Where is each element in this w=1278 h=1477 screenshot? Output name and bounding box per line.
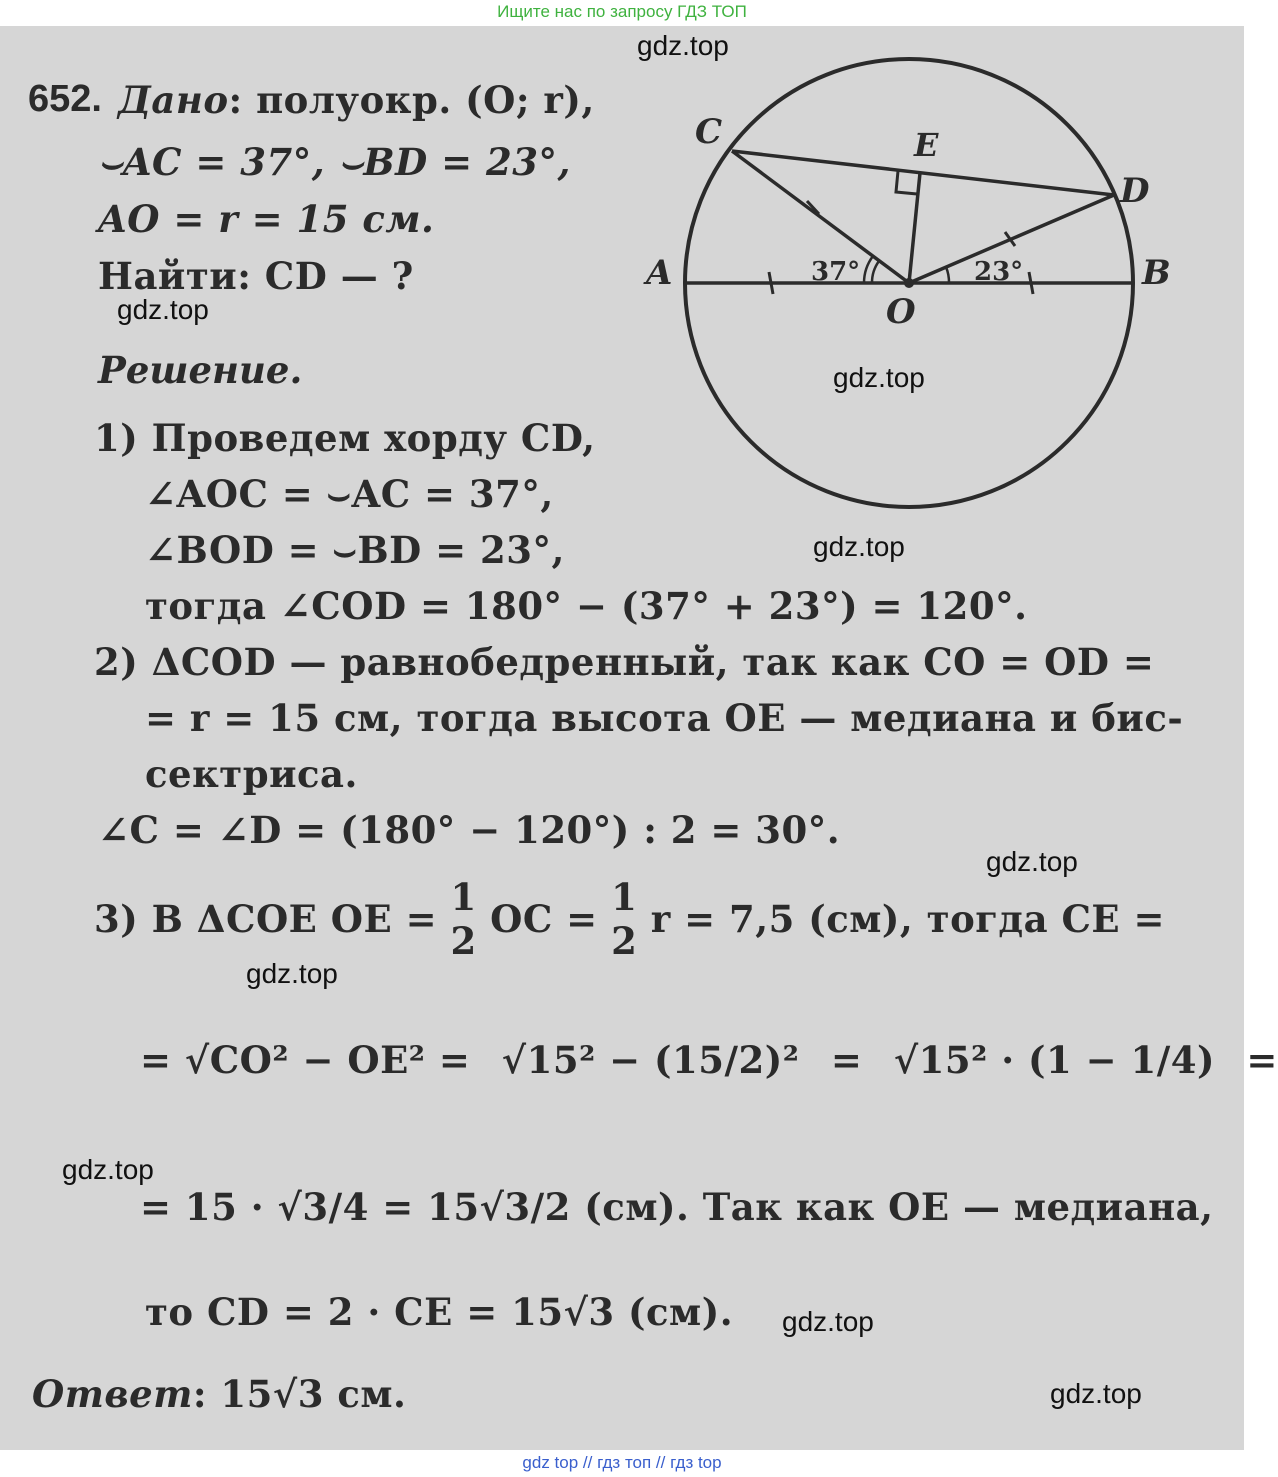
answer-value: : 15√3 см. xyxy=(192,1372,407,1416)
step1-line-4: тогда ∠COD = 180° − (37° + 23°) = 120°. xyxy=(145,584,1028,628)
watermark: gdz.top xyxy=(637,30,729,61)
equation-line-1 xyxy=(140,1038,1278,1082)
label-b: B xyxy=(1142,253,1171,293)
equation-part-c: = xyxy=(830,1038,863,1082)
step3-part-c: r = 7,5 (см), тогда CE = xyxy=(650,897,1165,941)
watermark: gdz.top xyxy=(117,294,209,325)
problem-number: 652. xyxy=(28,78,102,120)
given-label: Дано xyxy=(118,78,229,122)
watermark: gdz.top xyxy=(1050,1378,1142,1409)
step1-line-3: ∠BOD = ⌣BD = 23°, xyxy=(145,528,565,572)
fraction-half-2 xyxy=(611,875,637,963)
equation-part-a: = √CO² − OE² = xyxy=(140,1038,471,1082)
angle-arc-left xyxy=(872,261,879,283)
watermark: gdz.top xyxy=(986,846,1078,877)
equation-line-2: = 15 · √3/4 = 15√3/2 (см). Так как OE — медиана, xyxy=(140,1185,1214,1229)
watermark: gdz.top xyxy=(62,1154,154,1185)
step2-line-3: сектриса. xyxy=(145,752,358,796)
fraction-denominator: 2 xyxy=(450,919,477,963)
equation-line-3: то CD = 2 · CE = 15√3 (см). xyxy=(145,1290,734,1334)
given-text-1: : полуокр. (O; r), xyxy=(228,78,595,122)
label-a: A xyxy=(646,253,673,293)
answer-label: Ответ xyxy=(32,1372,193,1416)
angle-label-right: 23° xyxy=(974,257,1024,287)
solution-heading: Решение. xyxy=(98,348,303,392)
label-d: D xyxy=(1120,171,1150,211)
fraction-numerator: 1 xyxy=(450,875,477,919)
step2-line-2: = r = 15 см, тогда высота OE — медиана и бис- xyxy=(145,696,1184,740)
step1-line-1: 1) Проведем хорду CD, xyxy=(94,416,596,460)
find-line: Найти: CD — ? xyxy=(98,254,414,298)
angle-arc-right xyxy=(946,267,949,283)
step3-part-b: OC = xyxy=(490,897,598,941)
equation-part-e: = xyxy=(1246,1038,1278,1082)
watermark: gdz.top xyxy=(833,362,925,393)
tick-ob xyxy=(1029,272,1033,294)
top-banner: Ищите нас по запросу ГДЗ ТОП xyxy=(497,2,747,21)
watermark: gdz.top xyxy=(813,531,905,562)
step3-part-a: 3) В ΔCOE OE = xyxy=(94,897,438,941)
fraction-half-1 xyxy=(450,875,476,963)
center-point xyxy=(904,278,914,288)
fraction-numerator: 1 xyxy=(611,875,638,919)
step2-line-1: 2) ΔCOD — равнобедренный, так как CO = OD = xyxy=(94,640,1155,684)
bottom-banner: gdz top // гдз топ // гдз top xyxy=(522,1453,722,1472)
equation-part-b: √15² − (15/2)² xyxy=(501,1038,800,1082)
equation-part-d: √15² · (1 − 1/4) xyxy=(893,1038,1215,1082)
label-o: O xyxy=(886,292,916,332)
given-line-1 xyxy=(118,78,595,122)
given-line-3: AO = r = 15 см. xyxy=(98,197,435,241)
step2-line-4: ∠C = ∠D = (180° − 120°) : 2 = 30°. xyxy=(98,808,841,852)
label-e: E xyxy=(914,126,939,164)
label-c: C xyxy=(695,112,723,152)
angle-label-left: 37° xyxy=(811,257,861,287)
watermark: gdz.top xyxy=(246,958,338,989)
watermark: gdz.top xyxy=(782,1306,874,1337)
right-angle-mark xyxy=(896,171,917,194)
fraction-denominator: 2 xyxy=(611,919,638,963)
geometry-figure xyxy=(640,70,1200,540)
answer-line xyxy=(32,1372,406,1416)
height-oe xyxy=(909,173,920,283)
given-line-2: ⌣AC = 37°, ⌣BD = 23°, xyxy=(98,140,571,184)
step3-line-1 xyxy=(94,875,1165,965)
step1-line-2: ∠AOC = ⌣AC = 37°, xyxy=(145,472,554,516)
tick-ao xyxy=(769,272,773,294)
